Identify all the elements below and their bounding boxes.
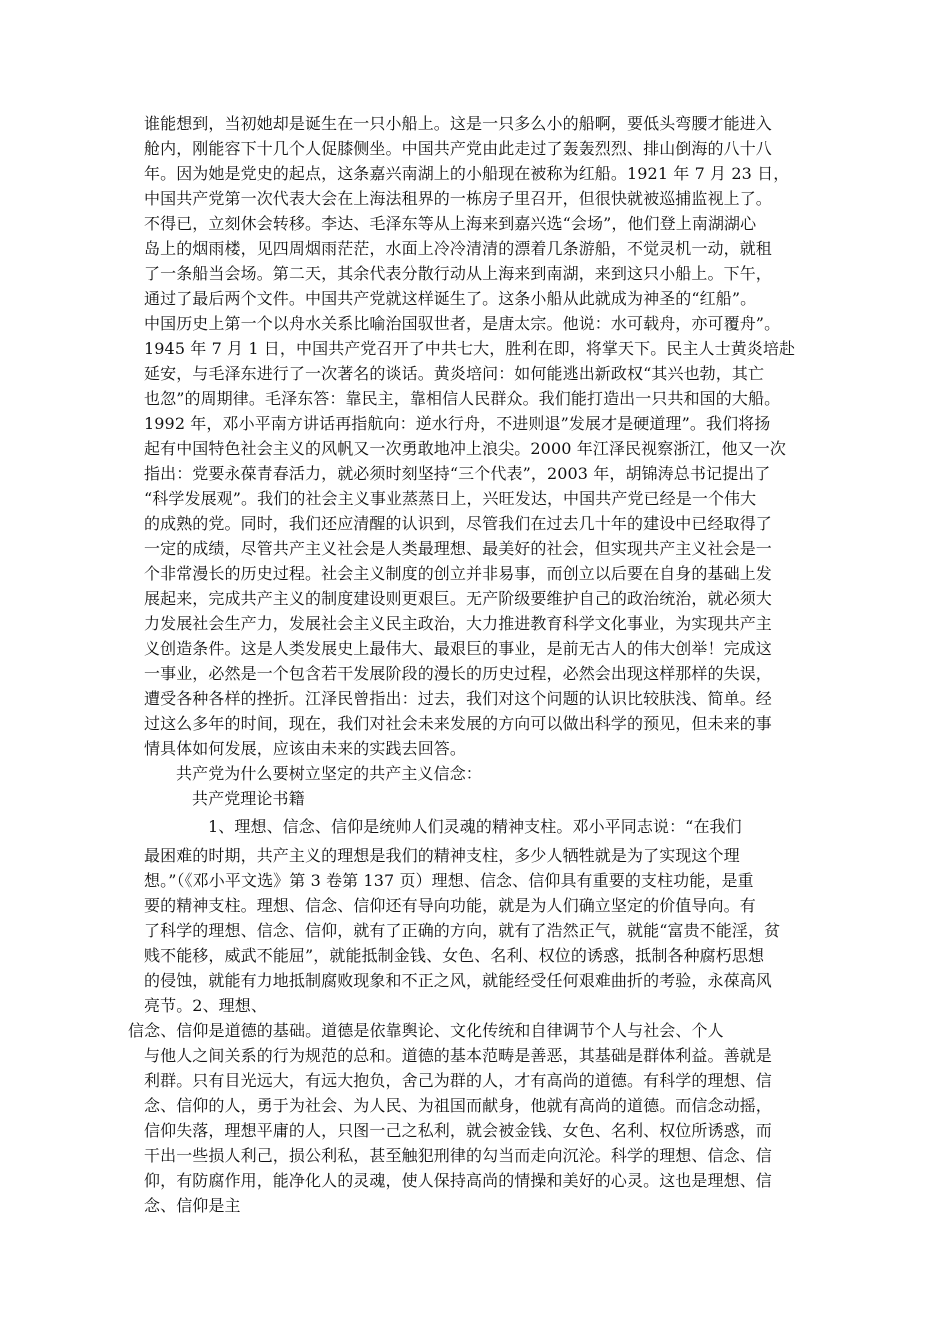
section-subheading: 共产党理论书籍 bbox=[192, 789, 305, 808]
text-line: 1992 年，邓小平南方讲话再指航向：逆水行舟，不进则退”发展才是硬道理”。我们将扬 bbox=[144, 414, 771, 433]
text-line: 舱内，刚能容下十几个人促膝侧坐。中国共产党由此走过了轰轰烈烈、排山倒海的八十八 bbox=[144, 139, 772, 158]
text-line: 一定的成绩，尽管共产主义社会是人类最理想、最美好的社会，但实现共产主义社会是一 bbox=[144, 539, 772, 558]
text-line: 情具体如何发展，应该由未来的实践去回答。 bbox=[144, 739, 467, 758]
text-line: 的成熟的党。同时，我们还应清醒的认识到，尽管我们在过去几十年的建设中已经取得了 bbox=[144, 514, 772, 533]
text-line: 遭受各种各样的挫折。江泽民曾指出：过去，我们对这个问题的认识比较肤浅、简单。经 bbox=[144, 689, 772, 708]
text-line: 年。因为她是党史的起点，这条嘉兴南湖上的小船现在被称为红船。1921 年 7 月 23 日， bbox=[144, 164, 790, 183]
text-line: 了一条船当会场。第二天，其余代表分散行动从上海来到南湖，来到这只小船上。下午， bbox=[144, 264, 772, 283]
text-line: 过这么多年的时间，现在，我们对社会未来发展的方向可以做出科学的预见，但未来的事 bbox=[144, 714, 772, 733]
text-line: 一事业，必然是一个包含若干发展阶段的漫长的历史过程，必然会出现这样那样的失误， bbox=[144, 664, 772, 683]
text-line: 念、信仰的人，勇于为社会、为人民、为祖国而献身，他就有高尚的道德。而信念动摇， bbox=[144, 1096, 772, 1115]
text-line: 中国历史上第一个以舟水关系比喻治国驭世者，是唐太宗。他说：水可载舟，亦可覆舟”。 bbox=[144, 314, 781, 333]
text-line: 也忽”的周期律。毛泽东答：靠民主，靠相信人民群众。我们能打造出一只共和国的大船。 bbox=[144, 389, 781, 408]
text-line: 利群。只有目光远大，有远大抱负，舍己为群的人，才有高尚的道德。有科学的理想、信 bbox=[144, 1071, 772, 1090]
text-line: 信念、信仰是道德的基础。道德是依靠舆论、文化传统和自律调节个人与社会、个人 bbox=[128, 1021, 724, 1040]
text-line: 义创造条件。这是人类发展史上最伟大、最艰巨的事业，是前无古人的伟大创举！完成这 bbox=[144, 639, 772, 658]
text-line: 的侵蚀，就能有力地抵制腐败现象和不正之风，就能经受任何艰难曲折的考验，永葆高风 bbox=[144, 971, 772, 990]
text-line: 仰，有防腐作用，能净化人的灵魂，使人保持高尚的情操和美好的心灵。这也是理想、信 bbox=[144, 1171, 772, 1190]
text-line: 最困难的时期，共产主义的理想是我们的精神支柱，多少人牺牲就是为了实现这个理 bbox=[144, 846, 740, 865]
text-line: 与他人之间关系的行为规范的总和。道德的基本范畴是善恶，其基础是群体利益。善就是 bbox=[144, 1046, 772, 1065]
text-line: 要的精神支柱。理想、信念、信仰还有导向功能，就是为人们确立坚定的价值导向。有 bbox=[144, 896, 756, 915]
text-line: 起有中国特色社会主义的风帆又一次勇敢地冲上浪尖。2000 年江泽民视察浙江，他又一次 bbox=[144, 439, 787, 458]
section-heading: 共产党为什么要树立坚定的共产主义信念： bbox=[176, 764, 482, 783]
text-line: “科学发展观”。我们的社会主义事业蒸蒸日上，兴旺发达，中国共产党已经是一个伟大 bbox=[144, 489, 757, 508]
text-line: 不得已，立刻休会转移。李达、毛泽东等从上海来到嘉兴选“会场”，他们登上南湖湖心 bbox=[144, 214, 757, 233]
text-line: 通过了最后两个文件。中国共产党就这样诞生了。这条小船从此就成为神圣的“红船”。 bbox=[144, 289, 757, 308]
text-line: 贱不能移，威武不能屈”，就能抵制金钱、女色、名利、权位的诱惑，抵制各种腐朽思想 bbox=[144, 946, 765, 965]
text-line: 中国共产党第一次代表大会在上海法租界的一栋房子里召开，但很快就被巡捕监视上了。 bbox=[144, 189, 772, 208]
text-line: 展起来，完成共产主义的制度建设则更艰巨。无产阶级要维护自己的政治统治，就必须大 bbox=[144, 589, 772, 608]
text-line: 岛上的烟雨楼，见四周烟雨茫茫，水面上冷冷清清的漂着几条游船，不觉灵机一动，就租 bbox=[144, 239, 772, 258]
text-line: 1、理想、信念、信仰是统帅人们灵魂的精神支柱。邓小平同志说：“在我们 bbox=[208, 817, 742, 836]
text-line: 谁能想到，当初她却是诞生在一只小船上。这是一只多么小的船啊，要低头弯腰才能进入 bbox=[144, 114, 772, 133]
text-line: 念、信仰是主 bbox=[144, 1196, 241, 1215]
text-line: 干出一些损人利己，损公利私，甚至触犯刑律的勾当而走向沉沦。科学的理想、信念、信 bbox=[144, 1146, 772, 1165]
text-line: 想。”（《邓小平文选》第 3 卷第 137 页）理想、信念、信仰具有重要的支柱功能，是重 bbox=[144, 871, 754, 890]
text-line: 个非常漫长的历史过程。社会主义制度的创立并非易事，而创立以后要在自身的基础上发 bbox=[144, 564, 772, 583]
text-line: 亮节。2、理想、 bbox=[144, 996, 267, 1015]
text-line: 延安，与毛泽东进行了一次著名的谈话。黄炎培问：如何能逃出新政权“其兴也勃，其亡 bbox=[144, 364, 765, 383]
text-line: 了科学的理想、信念、信仰，就有了正确的方向，就有了浩然正气，就能“富贵不能淫，贫 bbox=[144, 921, 781, 940]
text-line: 信仰失落，理想平庸的人，只图一己之私利，就会被金钱、女色、名利、权位所诱惑，而 bbox=[144, 1121, 772, 1140]
text-line: 指出：党要永葆青春活力，就必须时刻坚持“三个代表”，2003 年，胡锦涛总书记提出了 bbox=[144, 464, 771, 483]
text-line: 1945 年 7 月 1 日，中国共产党召开了中共七大，胜利在即，将掌天下。民主人士黄炎培赴 bbox=[144, 339, 796, 358]
text-line: 力发展社会生产力，发展社会主义民主政治，大力推进教育科学文化事业，为实现共产主 bbox=[144, 614, 772, 633]
